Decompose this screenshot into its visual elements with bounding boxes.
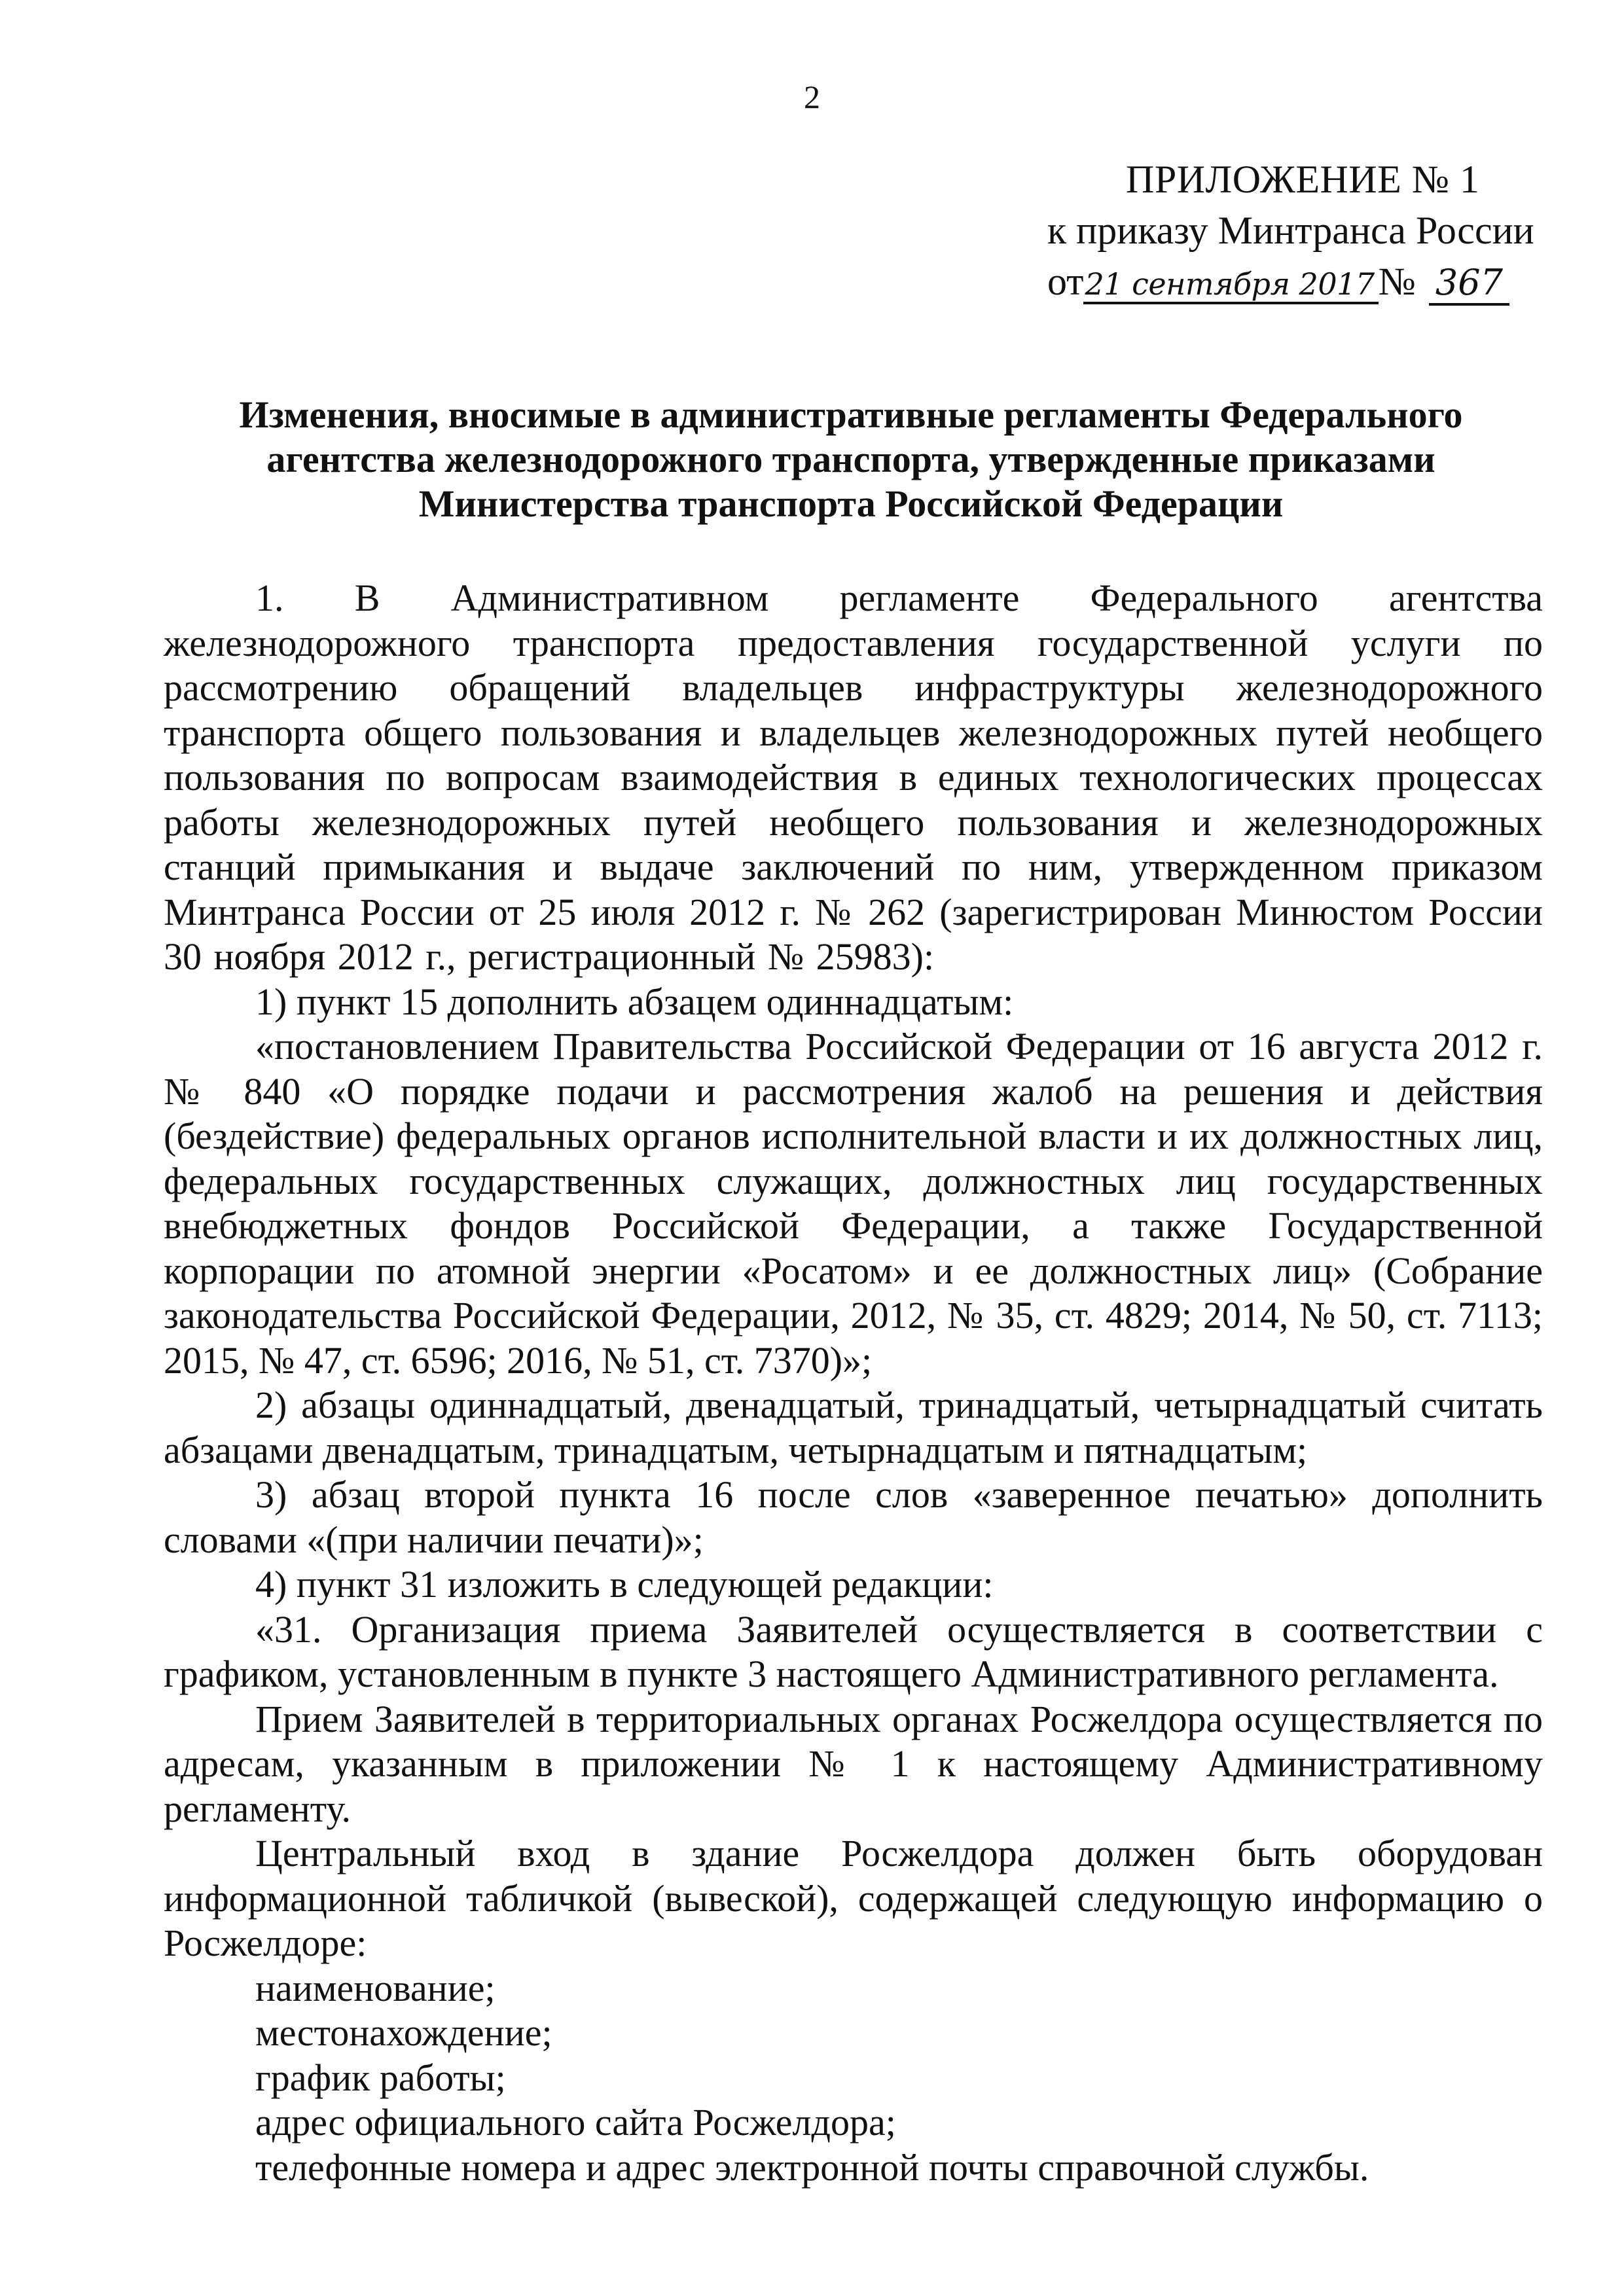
paragraph-5: 3) абзац второй пункта 16 после слов «заверенное печатью» дополнить словами «(при наличии печати)»; bbox=[164, 1473, 1543, 1561]
appendix-date-line bbox=[1047, 256, 1571, 310]
list-item: адрес официального сайта Росжелдора; bbox=[255, 2101, 896, 2144]
list-item: наименование; bbox=[255, 1966, 496, 2009]
paragraph-7: «31. Организация приема Заявителей осуществляется в соответствии с графиком, установленным в пункте 3 настоящего Административного регламента. bbox=[164, 1607, 1543, 1695]
list-item: график работы; bbox=[255, 2056, 506, 2099]
document-body bbox=[164, 576, 1543, 2190]
list-item: телефонные номера и адрес электронной почты справочной службы. bbox=[255, 2145, 1369, 2189]
paragraph-2: 1) пункт 15 дополнить абзацем одиннадцатым: bbox=[255, 980, 1014, 1023]
appendix-title: ПРИЛОЖЕНИЕ № 1 bbox=[1126, 158, 1480, 201]
paragraph-9: Центральный вход в здание Росжелдора должен быть оборудован информационной табличкой (вывеской), содержащей следующую информацию о Росжелдоре: bbox=[164, 1832, 1543, 1964]
heading-line-2: агентства железнодорожного транспорта, утвержденные приказами bbox=[266, 438, 1435, 480]
date-prefix: от bbox=[1047, 260, 1084, 303]
appendix-order-reference: к приказу Минтранса России bbox=[1047, 209, 1534, 252]
page-number: 2 bbox=[804, 79, 820, 115]
paragraph-4: 2) абзацы одиннадцатый, двенадцатый, тринадцатый, четырнадцатый считать абзацами двенадцатым, тринадцатым, четырнадцатым и пятнадцатым; bbox=[164, 1384, 1543, 1471]
paragraph-8: Прием Заявителей в территориальных органах Росжелдора осуществляется по адресам, указанным в приложении № 1 к настоящему Административному регламенту. bbox=[164, 1697, 1543, 1830]
heading-line-1: Изменения, вносимые в административные регламенты Федерального bbox=[239, 393, 1463, 436]
number-prefix: № bbox=[1378, 260, 1416, 303]
paragraph-1: 1. В Административном регламенте Федерального агентства железнодорожного транспорта предоставления государственной услуги по рассмотрению обращений владельцев инфраструктуры железнодорожного транспорта общего пользования и владельцев железнодорожных путей необщего пользования по вопросам взаимодействия в единых технологических процессах работы железнодорожных путей необщего пользования и железнодорожных станций примыкания и выдаче заключений по ним, утвержденном приказом Минтранса России от 25 июля 2012 г. № 262 (зарегистрирован Минюстом России 30 ноября 2012 г., регистрационный № 25983): bbox=[164, 577, 1543, 978]
handwritten-date: 21 сентября 2017 bbox=[1083, 266, 1378, 304]
list-item: местонахождение; bbox=[255, 2011, 552, 2054]
paragraph-6: 4) пункт 31 изложить в следующей редакции: bbox=[255, 1563, 994, 1605]
heading-line-3: Министерства транспорта Российской Федерации bbox=[418, 482, 1284, 525]
appendix-block bbox=[1047, 154, 1571, 310]
handwritten-order-number: 367 bbox=[1429, 262, 1509, 306]
paragraph-3: «постановлением Правительства Российской Федерации от 16 августа 2012 г. № 840 «О порядке подачи и рассмотрения жалоб на решения и действия (бездействие) федеральных органов исполнительной власти и их должностных лиц, федеральных государственных служащих, должностных лиц государственных внебюджетных фондов Российской Федерации, а также Государственной корпорации по атомной энергии «Росатом» и ее должностных лиц» (Собрание законодательства Российской Федерации, 2012, № 35, ст. 4829; 2014, № 50, ст. 7113; 2015, № 47, ст. 6596; 2016, № 51, ст. 7370)»; bbox=[164, 1025, 1543, 1382]
document-heading bbox=[164, 393, 1538, 526]
